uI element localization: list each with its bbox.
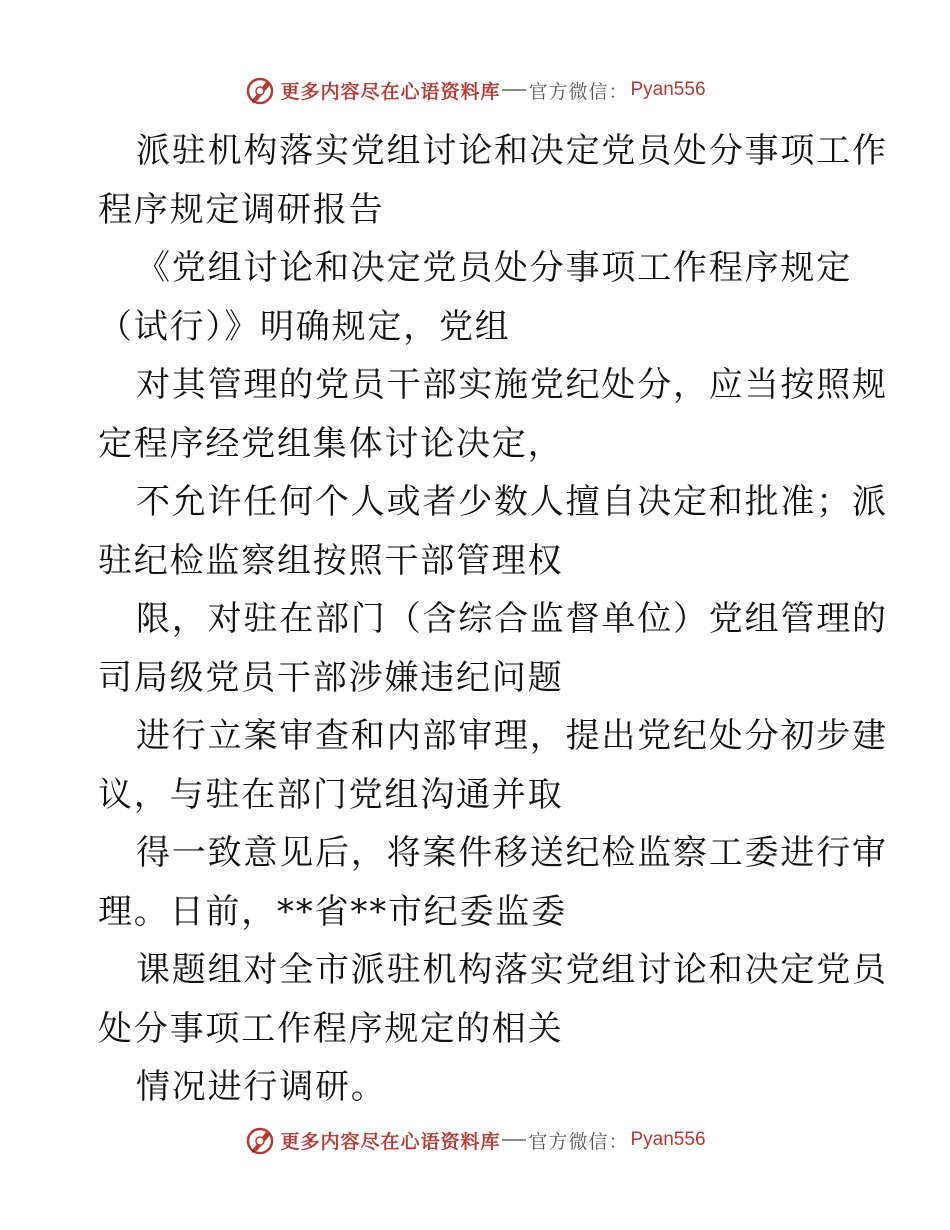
header-banner <box>0 70 950 110</box>
document-line: 理。日前，**省**市纪委监委 <box>98 891 567 932</box>
header-dash <box>502 89 526 91</box>
document-line: 课题组对全市派驻机构落实党组讨论和决定党员 <box>136 950 888 990</box>
document-line: 议，与驻在部门党组沟通并取 <box>98 774 564 815</box>
document-line: （试行）》明确规定，党组 <box>98 306 511 347</box>
footer-dash <box>502 1139 526 1141</box>
footer-wechat-id: Pyan556 <box>630 1129 706 1150</box>
document-line: 得一致意见后，将案件移送纪检监察工委进行审 <box>136 833 888 873</box>
document-line: 情况进行调研。 <box>136 1067 387 1107</box>
document-line: 对其管理的党员干部实施党纪处分，应当按照规 <box>136 365 888 405</box>
footer-brand-text: 更多内容尽在心语资料库 <box>280 1130 501 1153</box>
document-line: 《党组讨论和决定党员处分事项工作程序规定 <box>136 248 852 288</box>
document-line: 驻纪检监察组按照干部管理权 <box>98 540 564 581</box>
header-wechat-id: Pyan556 <box>630 79 706 100</box>
document-line: 司局级党员干部涉嫌违纪问题 <box>98 657 564 698</box>
document-line: 定程序经党组集体讨论决定， <box>98 423 564 464</box>
document-line: 限，对驻在部门（含综合监督单位）党组管理的 <box>136 599 888 639</box>
document-line: 进行立案审查和内部审理，提出党纪处分初步建 <box>136 716 888 756</box>
footer-banner <box>0 1120 950 1160</box>
pen-logo-icon <box>244 1124 276 1156</box>
document-line: 程序规定调研报告 <box>98 189 385 230</box>
document-line: 不允许任何个人或者少数人擅自决定和批准；派 <box>136 482 888 522</box>
header-official-label: 官方微信： <box>528 80 629 103</box>
document-body <box>98 122 888 1117</box>
footer-official-label: 官方微信： <box>528 1130 629 1153</box>
document-line: 派驻机构落实党组讨论和决定党员处分事项工作 <box>136 131 888 171</box>
document-line: 处分事项工作程序规定的相关 <box>98 1008 564 1049</box>
header-brand-text: 更多内容尽在心语资料库 <box>280 80 501 103</box>
pen-logo-icon <box>244 74 276 106</box>
